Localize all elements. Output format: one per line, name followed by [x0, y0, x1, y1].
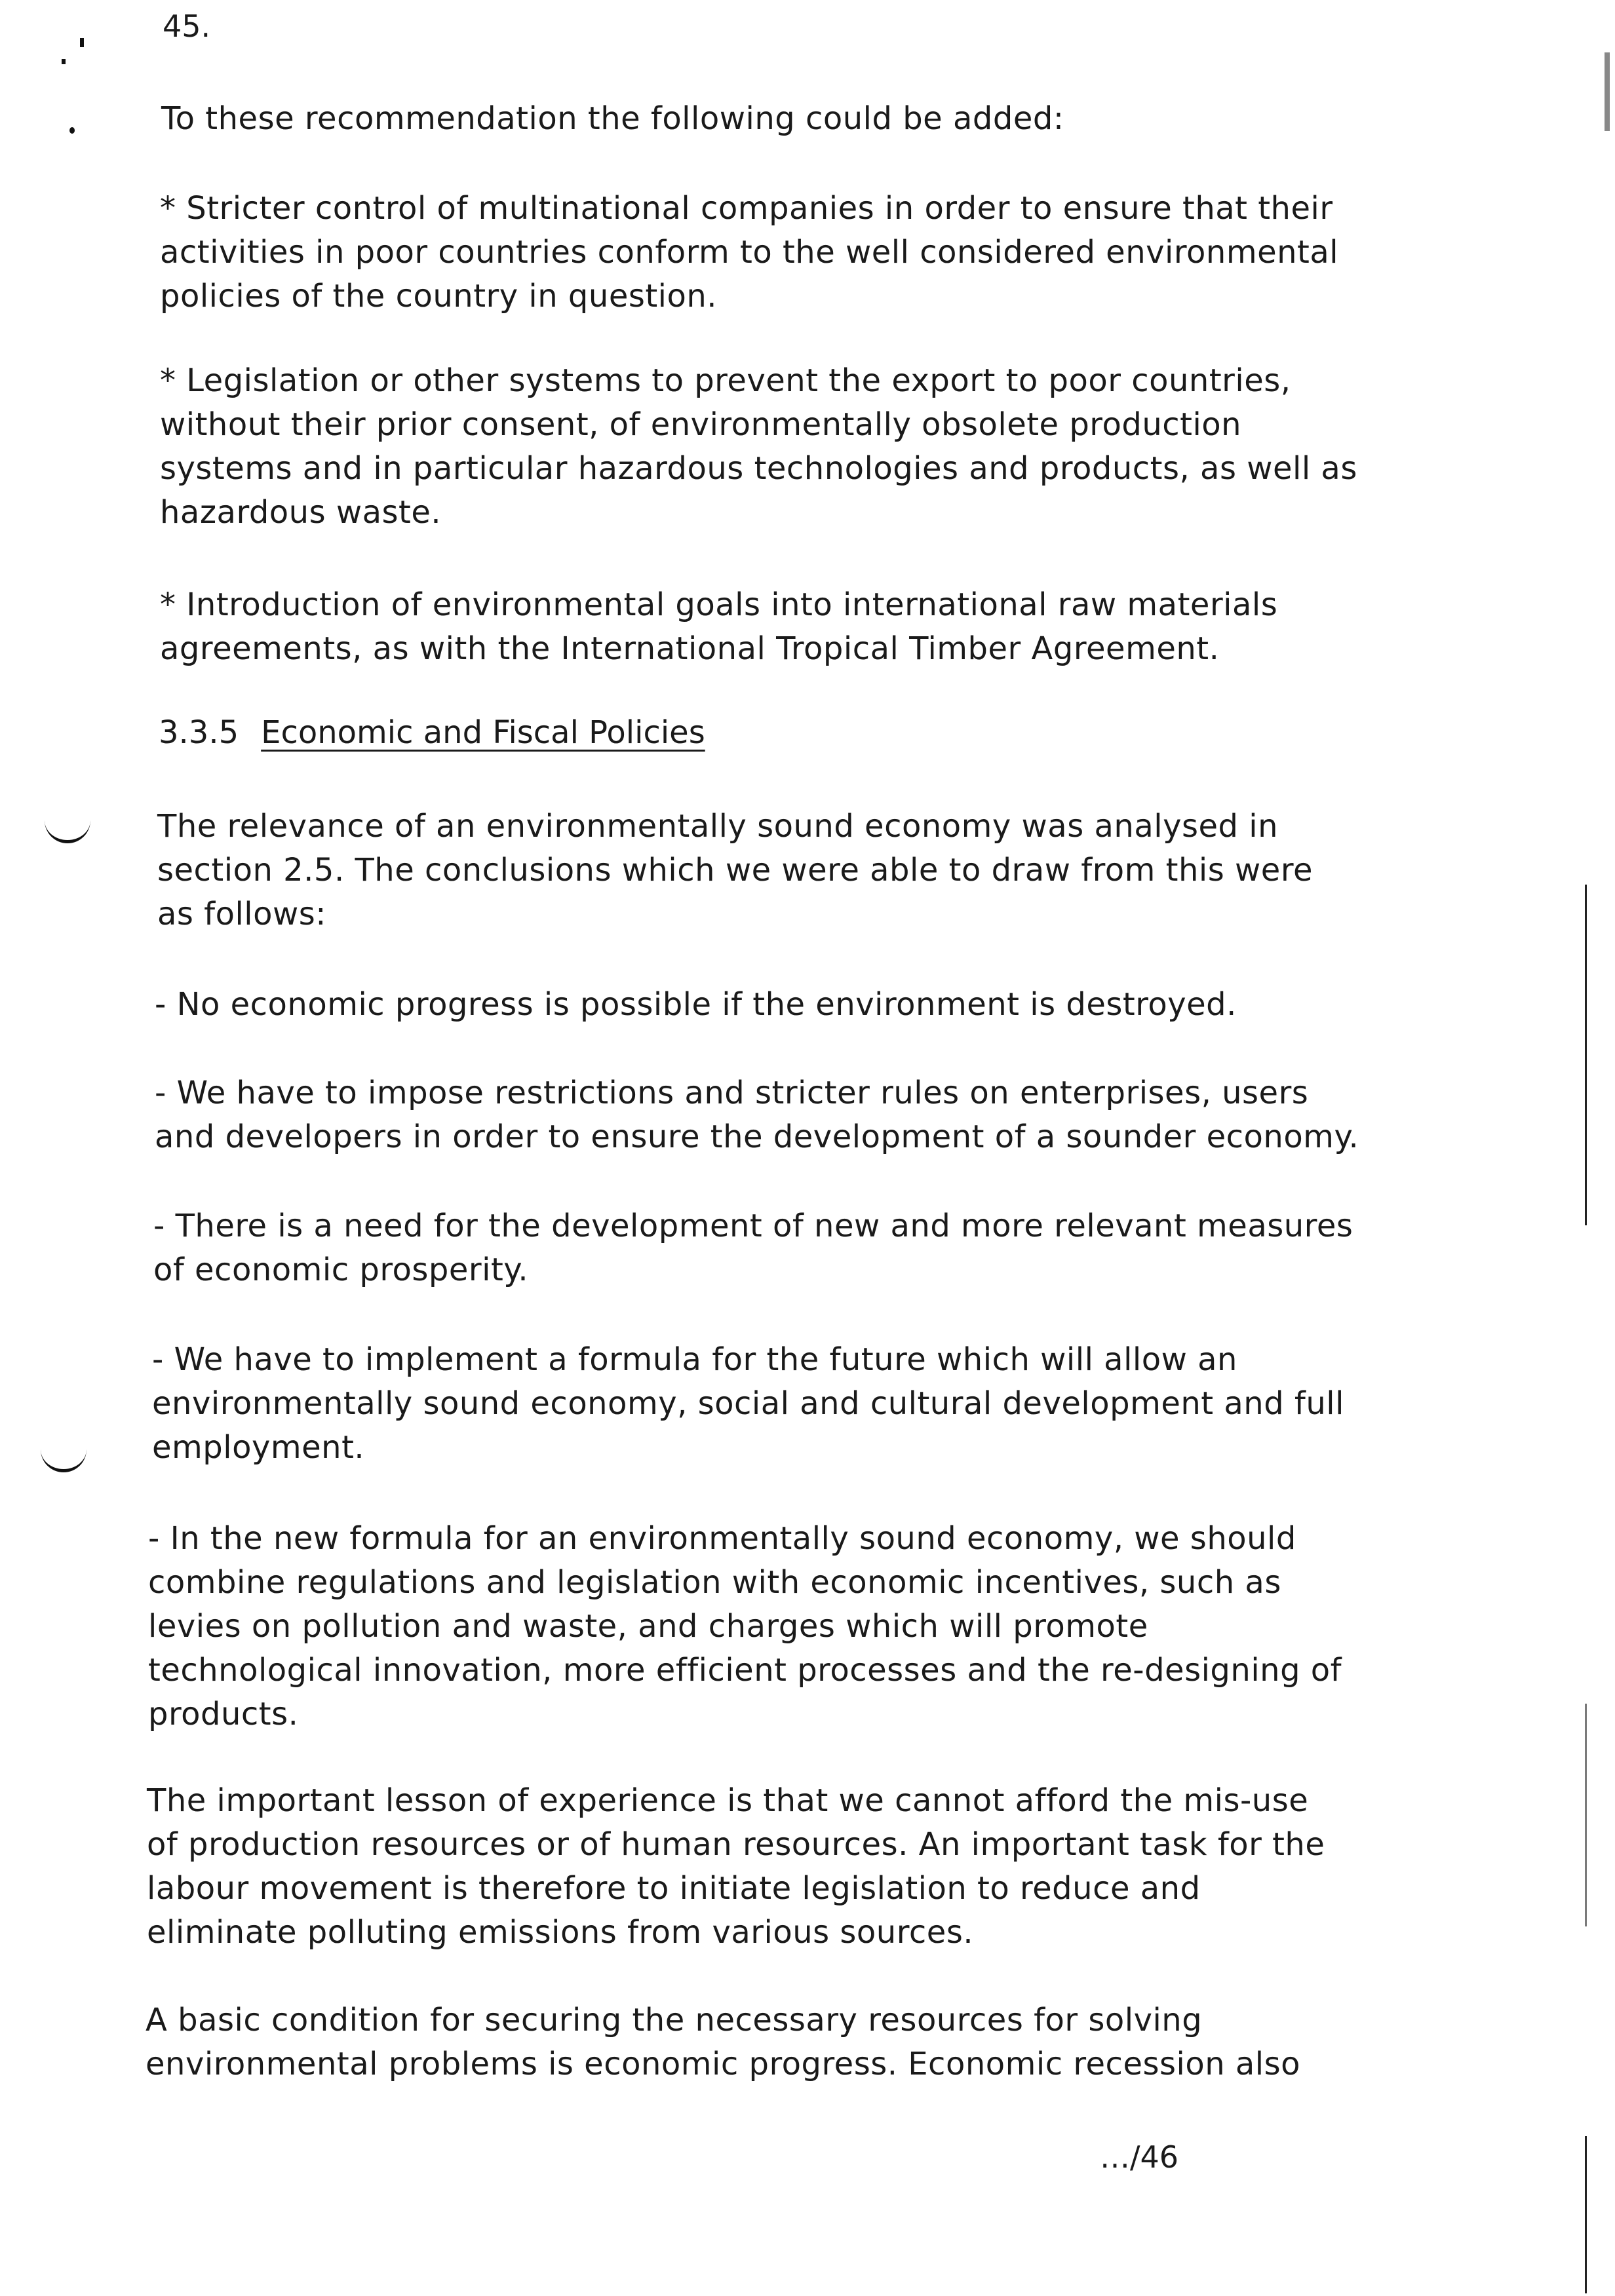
basic-condition-paragraph: A basic condition for securing the necessary resources for solving environmental problems is economic progress. Economic recession also [146, 2002, 1300, 2082]
conclusion-item: - There is a need for the development of new and more relevant measures of economic prosperity. [153, 1208, 1353, 1288]
conclusion-item: - No economic progress is possible if the environment is destroyed. [155, 986, 1237, 1023]
scan-mark [41, 1447, 87, 1472]
bullet-export-legislation: * Legislation or other systems to prevent the export to poor countries, without their prior consent, of environmentally obsolete production systems and in particular hazardous technologies and products, as well as hazardous waste. [160, 362, 1357, 531]
section-intro-paragraph: The relevance of an environmentally sound economy was analysed in section 2.5. The conclusions which we were able to draw from this were as follows: [157, 808, 1313, 932]
intro-paragraph: To these recommendation the following could be added: [161, 100, 1064, 137]
page-number: 45. [163, 9, 211, 44]
bullet-multinational-control: * Stricter control of multinational companies in order to ensure that their activities in poor countries conform to the well considered environmental policies of the country in question. [160, 190, 1339, 315]
section-title: Economic and Fiscal Policies [261, 714, 705, 751]
scan-speck [62, 59, 66, 64]
scan-speck [69, 127, 75, 134]
section-number: 3.3.5 [159, 714, 239, 751]
conclusion-item: - In the new formula for an environmentally sound economy, we should combine regulations and legislation with economic incentives, such as levies on pollution and waste, and charges which will promote technological innovation, more efficient processes and the re-designing of products. [148, 1520, 1342, 1732]
section-heading [159, 711, 705, 755]
bullet-raw-materials-agreements: * Introduction of environmental goals into international raw materials agreements, as with the International Tropical Timber Agreement. [160, 586, 1278, 667]
conclusion-item: - We have to impose restrictions and stricter rules on enterprises, users and developers in order to ensure the development of a sounder economy. [155, 1075, 1359, 1155]
lesson-paragraph: The important lesson of experience is that we cannot afford the mis-use of production resources or of human resources. An important task for the labour movement is therefore to initiate legislation to reduce and eliminate polluting emissions from various sources. [147, 1782, 1325, 1951]
scan-edge-line [1585, 1704, 1587, 1926]
conclusion-item: - We have to implement a formula for the future which will allow an environmentally sound economy, social and cultural development and full employment. [152, 1341, 1344, 1466]
scan-speck [80, 38, 84, 47]
scan-speck [1605, 52, 1610, 131]
scan-mark [45, 818, 90, 843]
scan-edge-line [1585, 885, 1587, 1225]
scan-edge-line [1585, 2136, 1587, 2293]
continuation-marker: …/46 [1100, 2139, 1179, 2175]
